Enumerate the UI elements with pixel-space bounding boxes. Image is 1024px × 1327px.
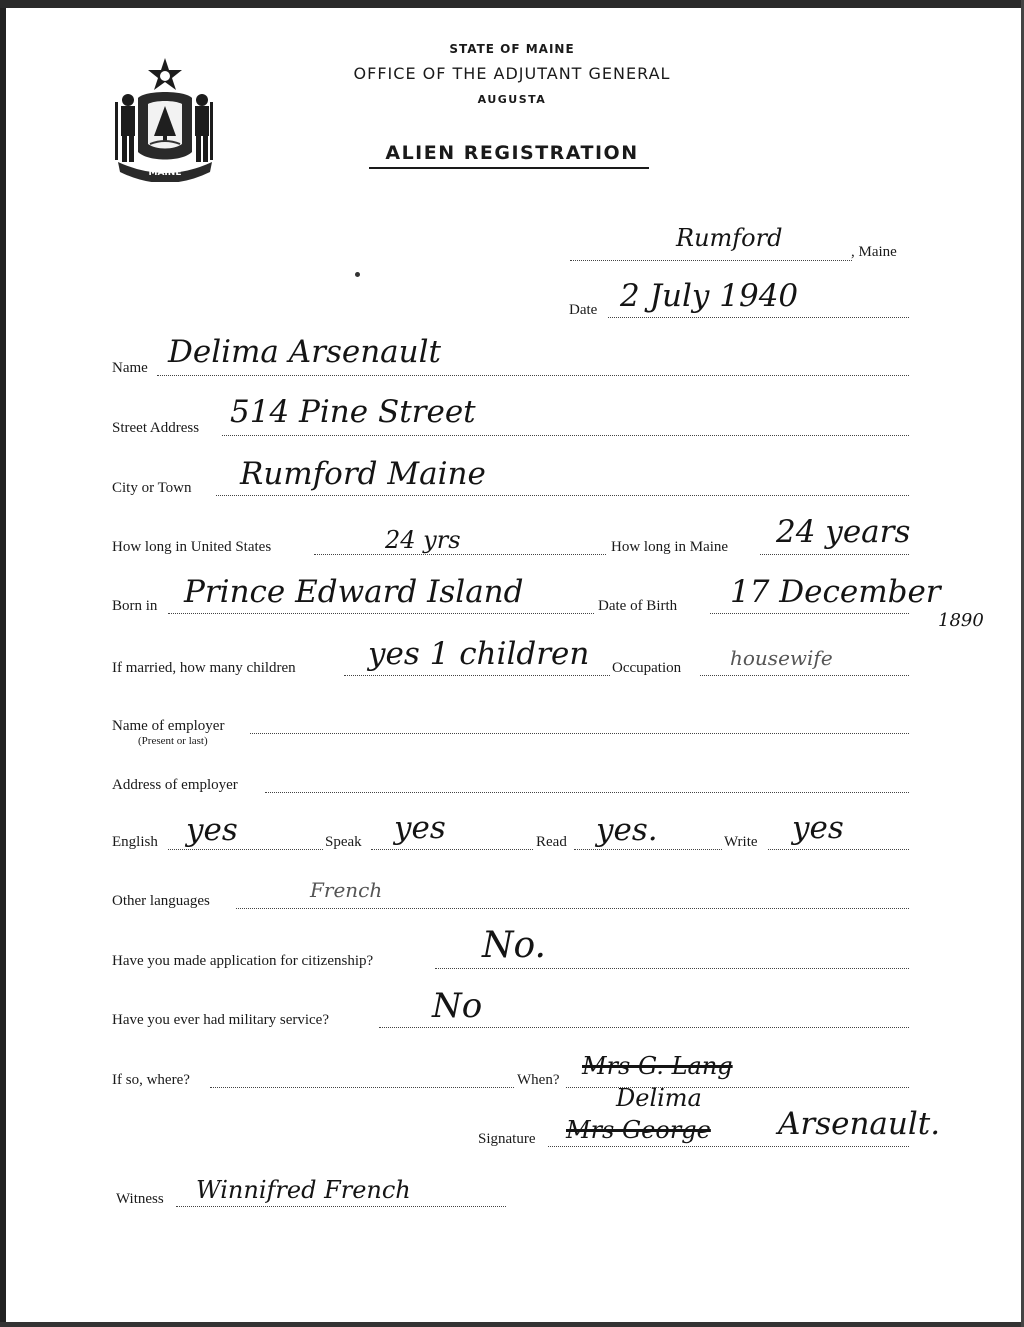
- signature-value: Arsenault.: [778, 1106, 941, 1142]
- citizenship-value: No.: [482, 925, 546, 966]
- born-value: Prince Edward Island: [184, 574, 524, 610]
- signature-first-name: Delima: [616, 1084, 702, 1112]
- military-value: No: [432, 986, 483, 1026]
- citizenship-label: Have you made application for citizenship?: [112, 953, 374, 969]
- citizenship-line: [435, 968, 909, 969]
- city-label: City or Town: [112, 480, 192, 496]
- read-label: Read: [536, 834, 567, 850]
- place-suffix: , Maine: [851, 244, 897, 260]
- write-value: yes: [792, 810, 844, 846]
- employer-address-line: [265, 792, 909, 793]
- header-city: AUGUSTA: [477, 93, 547, 106]
- military-label: Have you ever had military service?: [112, 1012, 329, 1028]
- speak-line: [371, 849, 533, 850]
- birth-date-value: 17 December: [730, 574, 941, 610]
- employer-address-label: Address of employer: [112, 777, 238, 793]
- when-label: When?: [517, 1072, 560, 1088]
- children-value: yes 1 children: [368, 636, 590, 672]
- english-value: yes: [186, 812, 238, 848]
- when-struck-value: Mrs G. Lang: [582, 1052, 733, 1080]
- english-line: [168, 849, 323, 850]
- witness-value: Winnifred French: [196, 1176, 411, 1204]
- date-value: 2 July 1940: [620, 278, 799, 314]
- signature-line: [548, 1146, 909, 1147]
- maine-length-label: How long in Maine: [611, 539, 729, 555]
- witness-line: [176, 1206, 506, 1207]
- speak-value: yes: [394, 810, 446, 846]
- english-label: English: [112, 834, 158, 850]
- scan-border-left: [0, 0, 6, 1327]
- other-languages-label: Other languages: [112, 893, 210, 909]
- name-line: [157, 375, 909, 376]
- signature-label: Signature: [478, 1131, 536, 1147]
- title-underline: [369, 167, 649, 169]
- street-value: 514 Pine Street: [230, 394, 476, 430]
- street-label: Street Address: [112, 420, 200, 436]
- name-label: Name: [112, 360, 148, 376]
- children-label: If married, how many children: [112, 660, 296, 676]
- other-languages-line: [236, 908, 909, 909]
- children-line: [344, 675, 610, 676]
- seal-motto: MAINE: [148, 168, 182, 178]
- us-length-line: [314, 554, 606, 555]
- maine-length-line: [760, 554, 909, 555]
- header-office: OFFICE OF THE ADJUTANT GENERAL: [353, 64, 671, 83]
- military-line: [379, 1027, 909, 1028]
- other-languages-value: French: [310, 878, 383, 902]
- city-value: Rumford Maine: [240, 456, 486, 492]
- header-state: STATE OF MAINE: [449, 42, 575, 56]
- occupation-line: [700, 675, 909, 676]
- street-line: [222, 435, 909, 436]
- born-label: Born in: [112, 598, 158, 614]
- scan-border-bottom: [0, 1322, 1024, 1327]
- occupation-value: housewife: [730, 646, 833, 670]
- date-label: Date: [569, 302, 598, 318]
- write-line: [768, 849, 909, 850]
- employer-line: [250, 733, 909, 734]
- signature-struck: Mrs George: [566, 1116, 711, 1144]
- occupation-label: Occupation: [612, 660, 682, 676]
- birth-date-label: Date of Birth: [598, 598, 678, 614]
- write-label: Write: [724, 834, 758, 850]
- scan-border-top: [0, 0, 1024, 8]
- date-line: [608, 317, 909, 318]
- employer-label: Name of employer: [112, 718, 225, 734]
- maine-length-value: 24 years: [776, 514, 911, 550]
- ink-speck: [355, 272, 360, 277]
- witness-label: Witness: [116, 1191, 164, 1207]
- us-length-value: 24 yrs: [385, 526, 461, 554]
- place-line: [570, 260, 852, 261]
- read-value: yes.: [596, 812, 658, 848]
- us-length-label: How long in United States: [112, 539, 272, 555]
- read-line: [574, 849, 722, 850]
- employer-sublabel: (Present or last): [138, 735, 208, 747]
- form-title: ALIEN REGISTRATION: [385, 142, 639, 164]
- birth-year-value: 1890: [938, 610, 984, 631]
- place-value: Rumford: [676, 224, 783, 252]
- city-line: [216, 495, 909, 496]
- speak-label: Speak: [325, 834, 362, 850]
- birth-date-line: [710, 613, 909, 614]
- born-line: [168, 613, 594, 614]
- name-value: Delima Arsenault: [168, 334, 442, 370]
- where-line: [210, 1087, 514, 1088]
- where-label: If so, where?: [112, 1072, 190, 1088]
